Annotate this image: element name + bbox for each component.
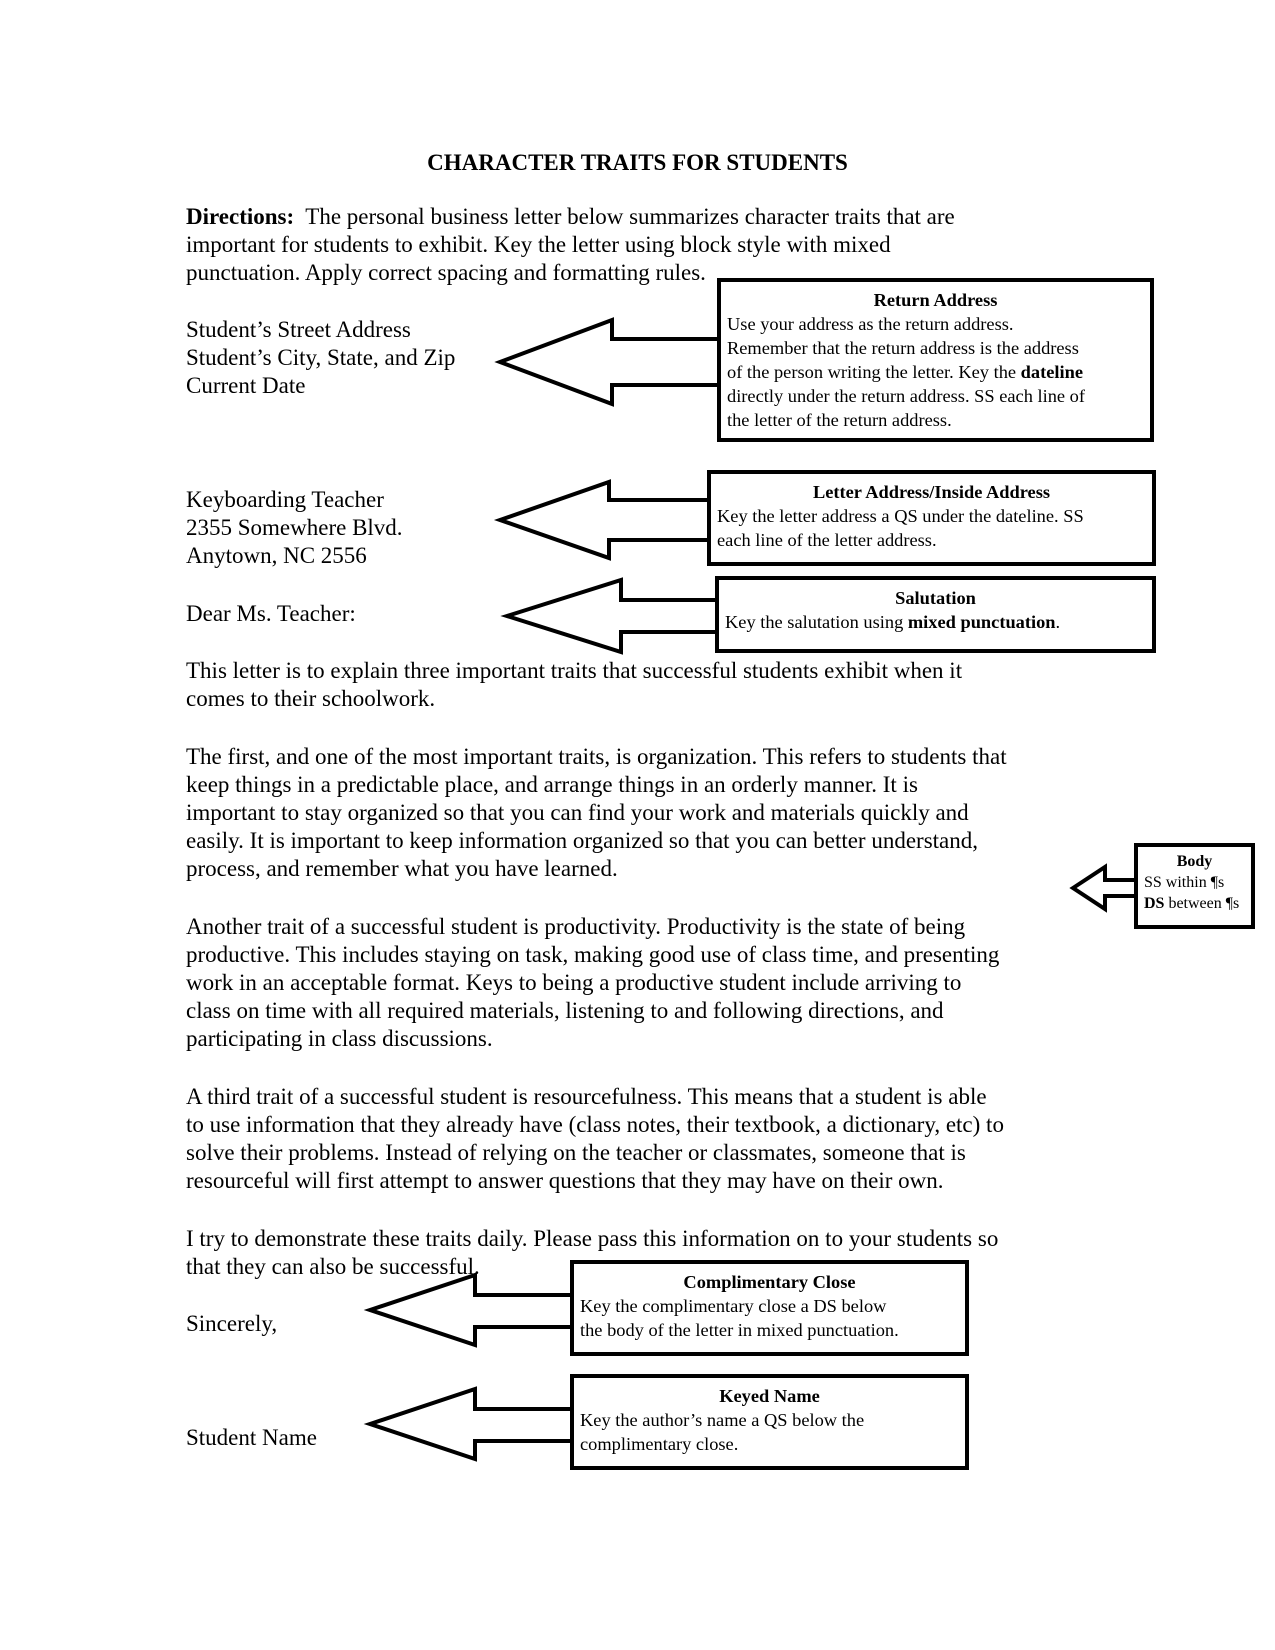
directions-line-3: punctuation. Apply correct spacing and formatting rules. bbox=[186, 260, 706, 285]
callout-line: each line of the letter address. bbox=[717, 530, 937, 550]
callout-line: the body of the letter in mixed punctuation. bbox=[580, 1320, 899, 1340]
inside-address-line-3: Anytown, NC 2556 bbox=[186, 543, 367, 568]
callout-line bbox=[725, 610, 1146, 634]
callout-title: Body bbox=[1176, 853, 1213, 870]
directions-line-2: important for students to exhibit. Key the letter using block style with mixed bbox=[186, 232, 891, 257]
callout-bold-text: mixed punctuation bbox=[907, 612, 1056, 632]
return-address-line-2: Student’s City, State, and Zip bbox=[186, 345, 456, 370]
salutation: Dear Ms. Teacher: bbox=[186, 601, 356, 626]
body-p2-line-2: keep things in a predictable place, and arrange things in an orderly manner. It is bbox=[186, 772, 918, 797]
directions-label: Directions: bbox=[186, 204, 295, 229]
callout-body bbox=[1134, 843, 1255, 929]
body-p5-line-2: that they can also be successful. bbox=[186, 1254, 480, 1279]
callout-line: Use your address as the return address. bbox=[727, 314, 1014, 334]
body-p1-line-1: This letter is to explain three important traits that successful students exhibit when it bbox=[186, 658, 963, 683]
callout-keyed-name bbox=[570, 1374, 969, 1470]
body-p4-line-2: to use information that they already have (class notes, their textbook, a dictionary, etc) to bbox=[186, 1112, 1004, 1137]
callout-return-address bbox=[717, 278, 1154, 442]
callout-text: between ¶s bbox=[1164, 895, 1240, 912]
body-p4-line-4: resourceful will first attempt to answer questions that they may have on their own. bbox=[186, 1168, 944, 1193]
inside-address-line-1: Keyboarding Teacher bbox=[186, 487, 384, 512]
callout-title: Keyed Name bbox=[719, 1386, 820, 1406]
body-p2-line-1: The first, and one of the most important traits, is organization. This refers to students that bbox=[186, 744, 1007, 769]
body-p2-line-4: easily. It is important to keep information organized so that you can better understand, bbox=[186, 828, 979, 853]
complimentary-close: Sincerely, bbox=[186, 1311, 278, 1336]
body-p3-line-5: participating in class discussions. bbox=[186, 1026, 493, 1051]
callout-letter-address bbox=[707, 470, 1156, 566]
inside-address-line-2: 2355 Somewhere Blvd. bbox=[186, 515, 403, 540]
body-p3-line-3: work in an acceptable format. Keys to being a productive student include arriving to bbox=[186, 970, 962, 995]
arrow-left-icon-complimentary bbox=[370, 1275, 578, 1345]
callout-text: of the person writing the letter. Key the bbox=[727, 362, 1021, 382]
body-p1-line-2: comes to their schoolwork. bbox=[186, 686, 436, 711]
callout-line: Key the complimentary close a DS below bbox=[580, 1296, 887, 1316]
arrow-left-icon-return bbox=[500, 320, 720, 404]
body-p3-line-2: productive. This includes staying on task, making good use of class time, and presenting bbox=[186, 942, 1000, 967]
callout-title: Salutation bbox=[895, 588, 976, 608]
callout-text: Key the salutation using bbox=[725, 612, 908, 632]
arrow-left-icon-body bbox=[1073, 867, 1142, 909]
return-address-line-1: Student’s Street Address bbox=[186, 317, 411, 342]
callout-line: directly under the return address. SS each line of bbox=[727, 386, 1085, 406]
callout-line: Key the author’s name a QS below the bbox=[580, 1410, 865, 1430]
callout-bold-text: DS bbox=[1144, 895, 1165, 912]
arrow-left-icon-letter-address bbox=[500, 482, 717, 558]
callout-line bbox=[727, 360, 1144, 384]
body-p4-line-1: A third trait of a successful student is resourcefulness. This means that a student is able bbox=[186, 1084, 987, 1109]
callout-text: . bbox=[1055, 612, 1061, 632]
dateline: Current Date bbox=[186, 373, 306, 398]
body-p4-line-3: solve their problems. Instead of relying on the teacher or classmates, someone that is bbox=[186, 1140, 966, 1165]
callout-line: complimentary close. bbox=[580, 1434, 739, 1454]
keyed-name: Student Name bbox=[186, 1425, 317, 1450]
callout-line: Remember that the return address is the address bbox=[727, 338, 1079, 358]
callout-bold-text: dateline bbox=[1020, 362, 1083, 382]
callout-line: SS within ¶s bbox=[1144, 874, 1225, 891]
callout-title: Letter Address/Inside Address bbox=[812, 482, 1051, 502]
callout-complimentary-close bbox=[570, 1260, 969, 1356]
body-p3-line-4: class on time with all required materials, listening to and following directions, and bbox=[186, 998, 944, 1023]
callout-line: the letter of the return address. bbox=[727, 410, 952, 430]
directions-text-1: The personal business letter below summarizes character traits that are bbox=[305, 204, 955, 229]
callout-salutation bbox=[715, 576, 1156, 653]
body-p2-line-5: process, and remember what you have learned. bbox=[186, 856, 618, 881]
callout-title: Return Address bbox=[873, 290, 998, 310]
arrow-left-icon-salutation bbox=[507, 580, 722, 652]
callout-line bbox=[1144, 893, 1245, 914]
callout-line: Key the letter address a QS under the dateline. SS bbox=[717, 506, 1084, 526]
page-title: CHARACTER TRAITS FOR STUDENTS bbox=[427, 150, 848, 175]
body-p3-line-1: Another trait of a successful student is productivity. Productivity is the state of being bbox=[186, 914, 966, 939]
callout-title: Complimentary Close bbox=[683, 1272, 856, 1292]
arrow-left-icon-keyed-name bbox=[370, 1389, 578, 1459]
body-p5-line-1: I try to demonstrate these traits daily. Please pass this information on to your students so bbox=[186, 1226, 999, 1251]
body-p2-line-3: important to stay organized so that you can find your work and materials quickly and bbox=[186, 800, 969, 825]
